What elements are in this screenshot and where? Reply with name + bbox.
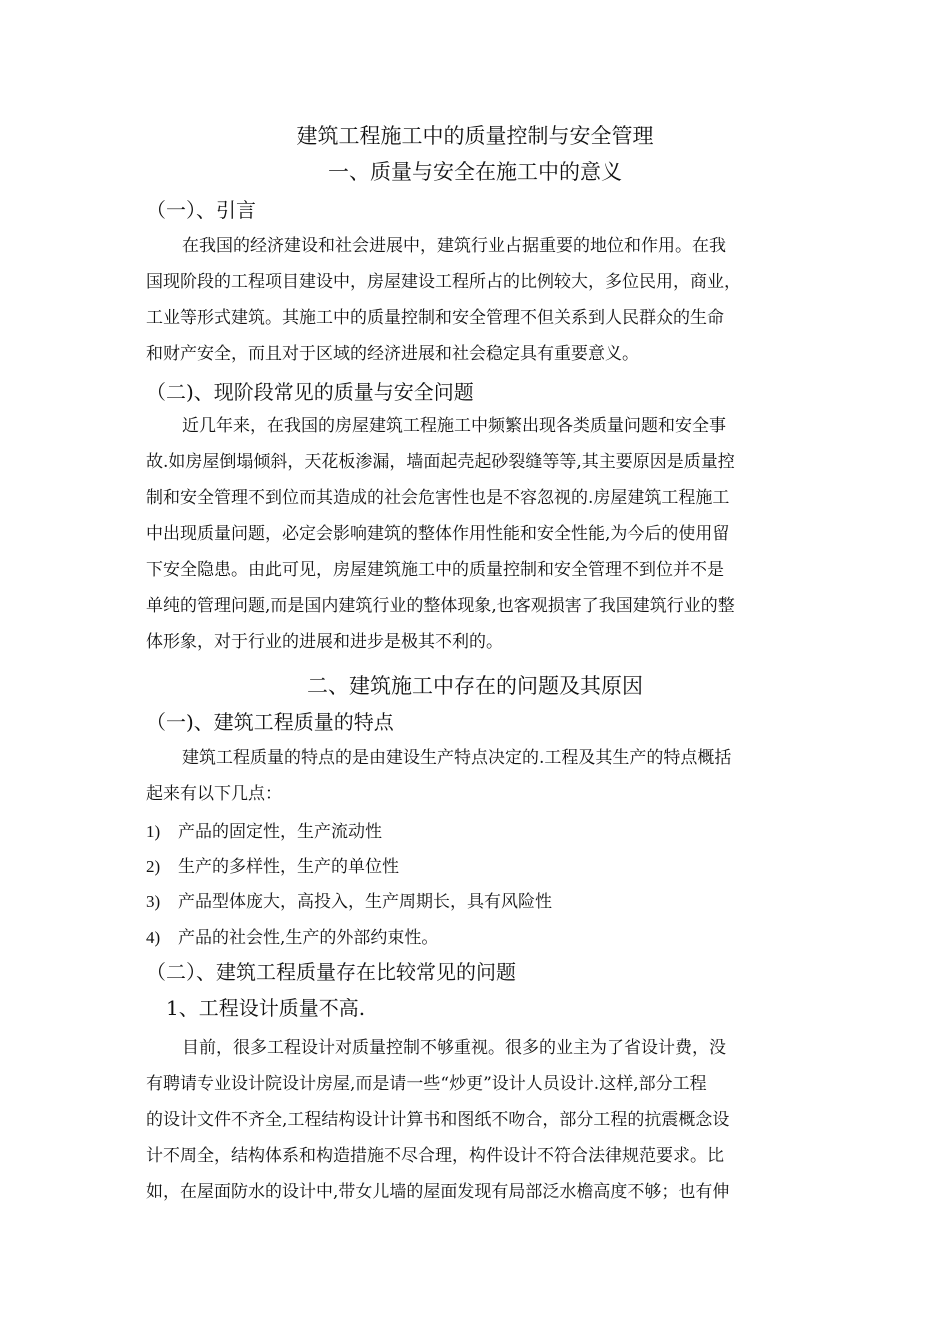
section-1-heading: 一、质量与安全在施工中的意义 — [328, 160, 622, 184]
list-item-number: 1) — [146, 822, 161, 841]
subsection-2-2-heading: （二）、建筑工程质量存在比较常见的问题 — [146, 960, 516, 984]
list-item — [146, 888, 552, 916]
subsection-1-1-heading: （一）、引言 — [146, 198, 256, 222]
paragraph-current-problems — [146, 408, 810, 660]
list-item — [146, 853, 399, 881]
paragraph-line: 如，在屋面防水的设计中,带女儿墙的屋面发现有局部泛水檐高度不够；也有伸 — [146, 1182, 730, 1202]
paragraph-line: 单纯的管理问题,而是国内建筑行业的整体现象,也客观损害了我国建筑行业的整 — [146, 596, 735, 616]
paragraph-line: 起来有以下几点： — [146, 784, 282, 804]
paragraph-line: 在我国的经济建设和社会进展中，建筑行业占据重要的地位和作用。在我 — [182, 236, 726, 256]
list-item — [146, 924, 438, 952]
document-title: 建筑工程施工中的质量控制与安全管理 — [296, 124, 654, 148]
subsection-1-2-heading: （二)、现阶段常见的质量与安全问题 — [146, 380, 474, 404]
paragraph-line: 近几年来，在我国的房屋建筑工程施工中频繁出现各类质量问题和安全事 — [182, 416, 726, 436]
paragraph-line: 有聘请专业设计院设计房屋,而是请一些“炒更”设计人员设计.这样,部分工程 — [146, 1074, 707, 1094]
paragraph-line: 中出现质量问题，必定会影响建筑的整体作用性能和安全性能,为今后的使用留 — [146, 524, 730, 544]
list-item-number: 3) — [146, 892, 161, 911]
paragraph-quality-features — [146, 740, 810, 812]
paragraph-line: 工业等形式建筑。其施工中的质量控制和安全管理不但关系到人民群众的生命 — [146, 308, 724, 328]
list-item-number: 2) — [146, 857, 161, 876]
paragraph-line: 国现阶段的工程项目建设中，房屋建设工程所占的比例较大，多位民用，商业， — [146, 272, 741, 292]
paragraph-line: 计不周全，结构体系和构造措施不尽合理，构件设计不符合法律规范要求。比 — [146, 1146, 724, 1166]
list-item-number: 4) — [146, 928, 161, 947]
paragraph-line: 建筑工程质量的特点的是由建设生产特点决定的.工程及其生产的特点概括 — [182, 748, 732, 768]
paragraph-line: 制和安全管理不到位而其造成的社会危害性也是不容忽视的.房屋建筑工程施工 — [146, 488, 730, 508]
list-item-text: 产品型体庞大，高投入，生产周期长，具有风险性 — [178, 892, 552, 912]
paragraph-line: 故.如房屋倒塌倾斜，天花板渗漏，墙面起壳起砂裂缝等等,其主要原因是质量控 — [146, 452, 735, 472]
subsection-2-1-heading: （一)、建筑工程质量的特点 — [146, 710, 394, 734]
section-2-heading: 二、建筑施工中存在的问题及其原因 — [307, 674, 643, 698]
list-item — [146, 818, 382, 846]
list-item-text: 产品的固定性，生产流动性 — [178, 822, 382, 842]
paragraph-design-quality — [146, 1030, 810, 1210]
paragraph-line: 的设计文件不齐全,工程结构设计计算书和图纸不吻合，部分工程的抗震概念设 — [146, 1110, 730, 1130]
paragraph-line: 和财产安全，而且对于区域的经济进展和社会稳定具有重要意义。 — [146, 344, 639, 364]
list-item-text: 产品的社会性,生产的外部约束性。 — [178, 928, 439, 948]
paragraph-line: 体形象，对于行业的进展和进步是极其不利的。 — [146, 632, 503, 652]
list-item-text: 生产的多样性，生产的单位性 — [178, 857, 399, 877]
paragraph-line: 目前，很多工程设计对质量控制不够重视。很多的业主为了省设计费，没 — [182, 1038, 726, 1058]
paragraph-line: 下安全隐患。由此可见，房屋建筑施工中的质量控制和安全管理不到位并不是 — [146, 560, 724, 580]
point-1-heading: 1、工程设计质量不高. — [166, 996, 366, 1020]
paragraph-introduction — [146, 228, 810, 372]
